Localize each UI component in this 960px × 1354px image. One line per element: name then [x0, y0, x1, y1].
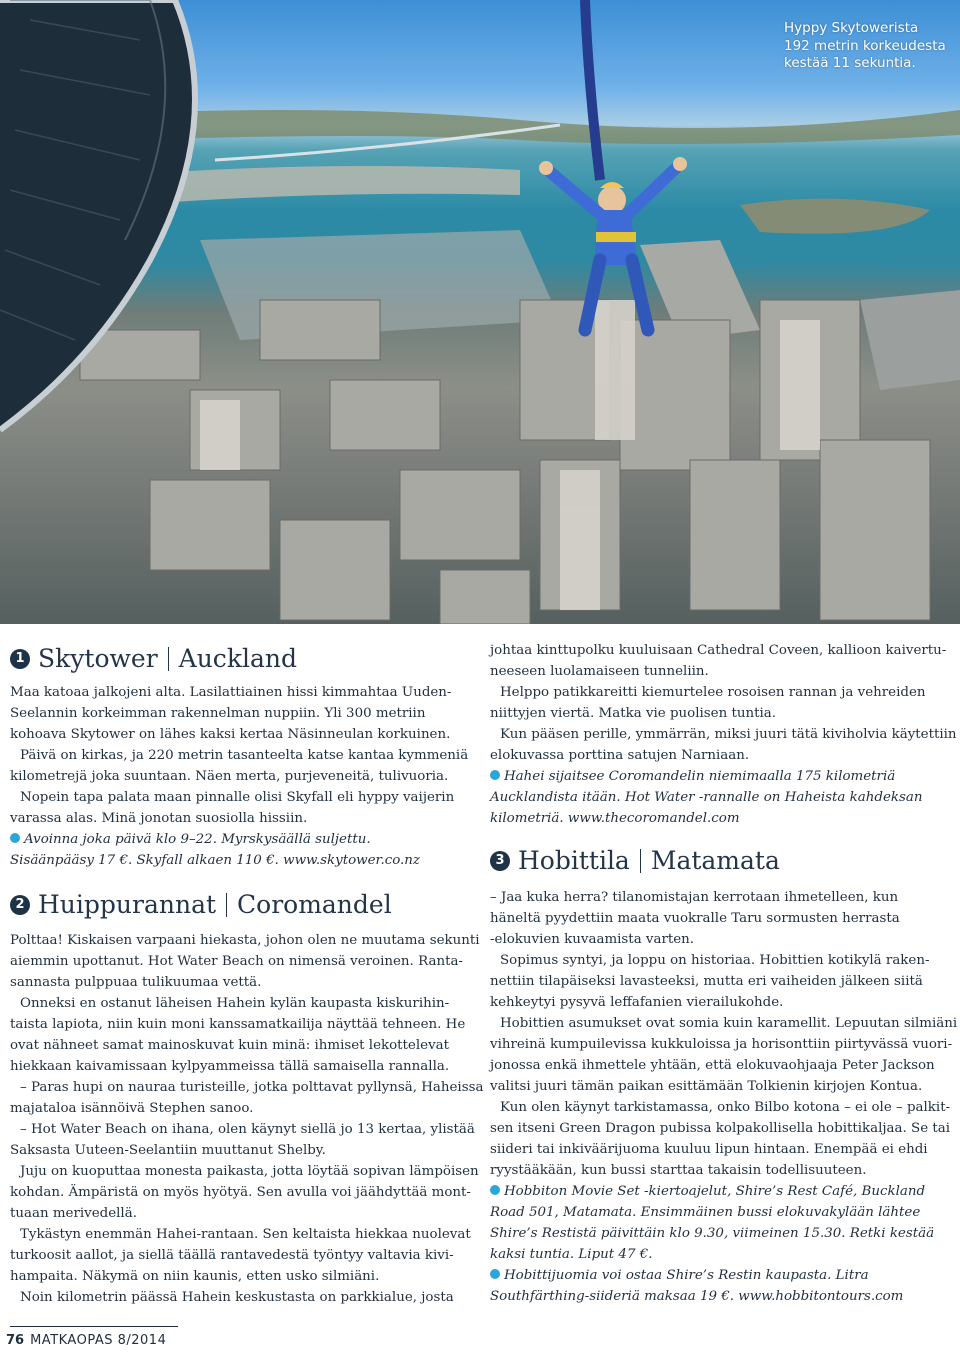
body-line: turkoosit aallot, ja siellä täällä rantavedestä työntyy valtavia kivi- — [10, 1248, 454, 1263]
body-line: Sopimus syntyi, ja loppu on historiaa. Hobittien kotikylä raken- — [500, 953, 930, 968]
section-2-continued — [490, 640, 957, 829]
info-text: Hobbiton Movie Set -kiertoajelut, Shire’s Rest Café, Buckland — [504, 1184, 926, 1199]
body-line: Hobittien asumukset ovat somia kuin karamellit. Lepuutan silmiäni — [500, 1016, 958, 1031]
body-line: Kun olen käynyt tarkistamassa, onko Bilbo kotona – ei ole – palkit- — [500, 1100, 951, 1115]
bullet-dot-icon — [10, 833, 20, 843]
body-line: neeseen luolamaiseen tunneliin. — [490, 664, 709, 679]
title-divider — [168, 647, 169, 671]
body-line: Onneksi en ostanut läheisen Hahein kylän kaupasta kiskurihin- — [20, 996, 450, 1011]
bullet-dot-icon — [490, 770, 500, 780]
info-line: Shire’s Restistä päivittäin klo 9.30, viimeinen 15.30. Retki kestää — [490, 1226, 935, 1241]
body-line: jonossa enkä ihmettele yhtään, että elokuvaohjaaja Peter Jackson — [490, 1058, 935, 1073]
body-line: Helppo patikkareitti kiemurtelee rosoisen rannan ja vehreiden — [500, 685, 926, 700]
info-line — [490, 1265, 957, 1286]
body-line: kohdan. Ämpäristä on myös hyötyä. Sen avulla voi jäähdyttää mont- — [10, 1185, 471, 1200]
info-line — [10, 829, 468, 850]
photo-caption — [784, 20, 954, 73]
info-line: Sisäänpääsy 17 €. Skyfall alkaen 110 €. www.skytower.co.nz — [10, 853, 420, 868]
section-title: Skytower — [38, 644, 158, 673]
body-line: Nopein tapa palata maan pinnalle olisi Skyfall eli hyppy vaijerin — [20, 790, 455, 805]
info-line: Aucklandista itään. Hot Water -rannalle on Haheista kahdeksan — [490, 790, 923, 805]
bullet-dot-icon — [490, 1269, 500, 1279]
body-line: nettiin tilapäiseksi lavasteeksi, mutta eri vaiheiden jälkeen siitä — [490, 974, 923, 989]
info-text: Hahei sijaitsee Coromandelin niemimaalla 175 kilometriä — [504, 769, 896, 784]
bullet-dot-icon — [490, 1185, 500, 1195]
skytower-jump-illustration — [0, 0, 960, 624]
hero-photo — [0, 0, 960, 624]
body-line: – Jaa kuka herra? tilanomistajan kerrotaan ihmetelleen, kun — [490, 890, 899, 905]
info-line: Southfärthing-siideriä maksaa 19 €. www.hobbitontours.com — [490, 1289, 904, 1304]
caption-line: kestää 11 sekuntia. — [784, 55, 916, 71]
footer-rule — [10, 1326, 178, 1327]
body-line: kohoava Skytower on lähes kaksi kertaa Näsinneulan korkuinen. — [10, 727, 451, 742]
info-text: Avoinna joka päivä klo 9–22. Myrskysäällä suljettu. — [24, 832, 371, 847]
body-line: häneltä pyydettiin maata vuokralle Taru sormusten herrasta — [490, 911, 900, 926]
body-line: vihreinä kumpuilevissa kukkuloissa ja horisonttiin piirtyvässä vuori- — [490, 1037, 953, 1052]
caption-line: 192 metrin korkeudesta — [784, 37, 946, 54]
body-line: Saksasta Uuteen-Seelantiin muuttanut Shelby. — [10, 1143, 326, 1158]
title-divider — [226, 893, 227, 917]
body-line: Tykästyn enemmän Hahei-rantaan. Sen keltaista hiekkaa nuolevat — [20, 1227, 471, 1242]
section-location: Auckland — [178, 644, 297, 673]
info-line: kaksi tuntia. Liput 47 €. — [490, 1247, 653, 1262]
caption-line: Hyppy Skytowerista — [784, 20, 919, 36]
body-line: Polttaa! Kiskaisen varpaani hiekasta, johon olen ne muutama sekunti — [10, 933, 480, 948]
magazine-name: MATKAOPAS 8/2014 — [30, 1333, 167, 1348]
body-line: valitsi juuri tämän paikan esittämään Tolkienin kirjojen Kontua. — [490, 1079, 923, 1094]
title-divider — [640, 849, 641, 873]
section-number-badge: 3 — [490, 851, 510, 871]
body-line: ovat nähneet samat mainoskuvat kuin minä: ihmiset lekottelevat — [10, 1038, 449, 1053]
section-title: Huippurannat — [38, 890, 217, 919]
section-2-body — [10, 930, 483, 1308]
section-3-heading — [490, 846, 780, 875]
body-line: Juju on kuoputtaa monesta paikasta, jotta löytää sopivan lämpöisen — [20, 1164, 479, 1179]
body-line: Päivä on kirkas, ja 220 metrin tasanteelta katse kantaa kymmeniä — [20, 748, 469, 763]
body-line: Maa katoaa jalkojeni alta. Lasilattiainen hissi kimmahtaa Uuden- — [10, 685, 452, 700]
page-number: 76 — [6, 1333, 25, 1348]
section-location: Matamata — [650, 846, 780, 875]
body-line: kehkeytyi pysyvä leffafanien vierailukohde. — [490, 995, 784, 1010]
section-number-badge: 1 — [10, 649, 30, 669]
body-line: elokuvassa porttina satujen Narniaan. — [490, 748, 750, 763]
body-line: Seelannin korkeimman rakennelman nuppiin. Yli 300 metriin — [10, 706, 426, 721]
body-line: hiekkaan kaivamissaan kylpyammeissa tällä samaisella rannalla. — [10, 1059, 450, 1074]
body-line: kilometrejä joka suuntaan. Näen merta, purjeveneitä, tulivuoria. — [10, 769, 449, 784]
body-line: ryystääkään, kun bussi starttaa takaisin todellisuuteen. — [490, 1163, 867, 1178]
body-line: taista lapiota, niin kuin moni kanssamatkailija näyttää tehneen. He — [10, 1017, 466, 1032]
section-title: Hobittila — [518, 846, 630, 875]
section-1-body — [10, 682, 468, 871]
page-footer — [6, 1333, 166, 1348]
body-line: johtaa kinttupolku kuuluisaan Cathedral Coveen, kallioon kaivertu- — [490, 643, 947, 658]
info-line: kilometriä. www.thecoromandel.com — [490, 811, 740, 826]
info-text: Hobittijuomia voi ostaa Shire’s Restin kaupasta. Litra — [504, 1268, 869, 1283]
section-location: Coromandel — [237, 890, 392, 919]
body-line: majataloa isännöivä Stephen sanoo. — [10, 1101, 254, 1116]
body-line: Noin kilometrin päässä Hahein keskustasta on parkkialue, josta — [20, 1290, 454, 1305]
body-line: sen itseni Green Dragon pubissa kolpakollisella hobittikaljaa. Se tai — [490, 1121, 951, 1136]
info-line — [490, 1181, 957, 1202]
body-line: hampaita. Näkymä on niin kaunis, etten usko silmiäni. — [10, 1269, 380, 1284]
body-line: varassa alas. Minä jonotan suosiolla hissiin. — [10, 811, 308, 826]
body-line: – Hot Water Beach on ihana, olen käynyt siellä jo 13 kertaa, ylistää — [20, 1122, 475, 1137]
body-line: siideri tai inkiväärijuoma kuuluu lipun hintaan. Enempää ei ehdi — [490, 1142, 928, 1157]
section-1-heading — [10, 644, 297, 673]
section-3-body — [490, 887, 957, 1307]
section-2-heading — [10, 890, 392, 919]
section-number-badge: 2 — [10, 895, 30, 915]
body-line: sannasta pulppuaa tulikuumaa vettä. — [10, 975, 262, 990]
body-line: -elokuvien kuvaamista varten. — [490, 932, 695, 947]
body-line: Kun pääsen perille, ymmärrän, miksi juuri tätä kiviholvia käytettiin — [500, 727, 957, 742]
body-line: niittyjen viertä. Matka vie puolisen tuntia. — [490, 706, 777, 721]
body-line: – Paras hupi on nauraa turisteille, jotka polttavat pyllynsä, Haheissa — [20, 1080, 484, 1095]
info-line — [490, 766, 957, 787]
body-line: aiemmin upottanut. Hot Water Beach on nimensä veroinen. Ranta- — [10, 954, 463, 969]
info-line: Road 501, Matamata. Ensimmäinen bussi elokuvakylään lähtee — [490, 1205, 921, 1220]
body-line: tuaan merivedellä. — [10, 1206, 137, 1221]
